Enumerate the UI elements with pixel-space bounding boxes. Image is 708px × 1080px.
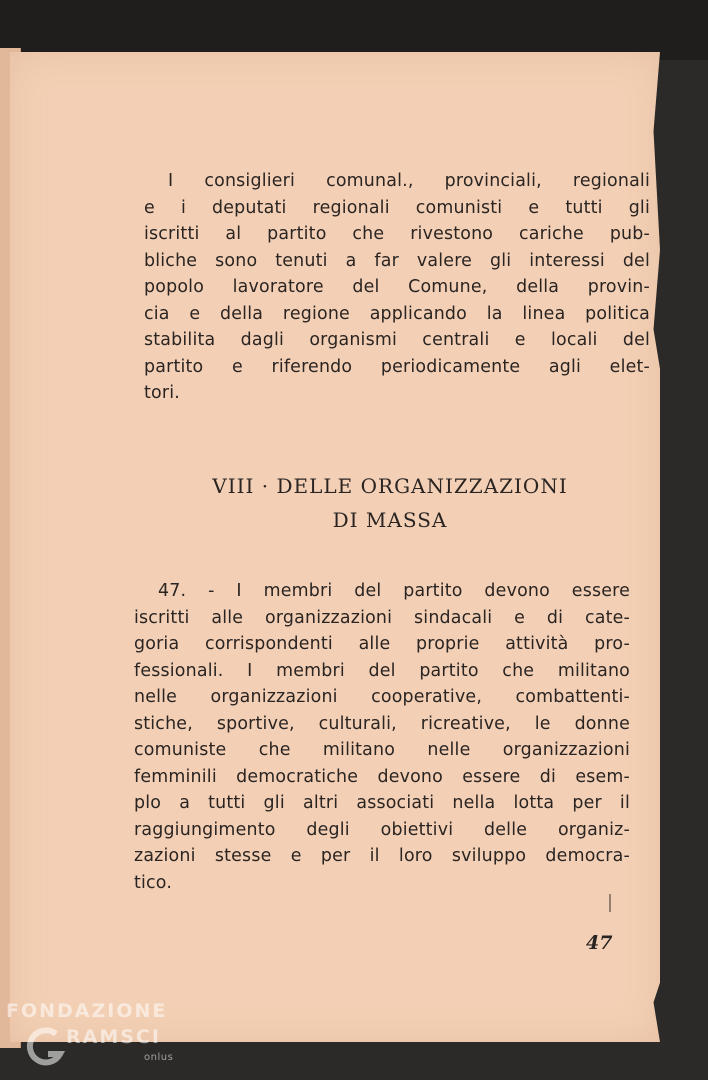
text-line: partito e riferendo periodicamente agli elet-	[144, 356, 650, 377]
text-line: fessionali. I membri del partito che militano	[134, 660, 630, 681]
text-line: popolo lavoratore del Comune, della provin-	[144, 277, 650, 297]
text-line: e i deputati regionali comunisti e tutti gli	[144, 197, 650, 218]
text-line: zazioni stesse e per il loro sviluppo democra-	[134, 846, 630, 866]
text-line: plo a tutti gli altri associati nella lotta per il	[134, 793, 630, 813]
text-line: stabilita dagli organismi centrali e locali del	[144, 330, 650, 350]
text-line: 47. - I membri del partito devono essere	[158, 581, 630, 601]
text-line: tori.	[144, 383, 180, 403]
watermark-line-1: FONDAZIONE	[6, 1000, 168, 1022]
text-line: I consiglieri comunal., provinciali, regionali	[168, 171, 650, 191]
section-heading: VIII · DELLE ORGANIZZAZIONI	[212, 474, 568, 498]
text-line: tico.	[134, 872, 173, 893]
watermark	[6, 1000, 174, 1063]
text-line: iscritti alle organizzazioni sindacali e di cate-	[134, 607, 630, 628]
watermark-line-2: RAMSCI	[66, 1026, 161, 1048]
watermark-line-3: onlus	[144, 1052, 174, 1063]
page-number: 47	[586, 932, 613, 954]
text-line: comuniste che militano nelle organizzazioni	[134, 740, 630, 760]
text-line: goria corrispondenti alle proprie attività pro-	[134, 634, 630, 654]
text-line: raggiungimento degli obiettivi delle organiz-	[134, 819, 630, 840]
text-line: stiche, sportive, culturali, ricreative, le donne	[134, 713, 630, 734]
text-line: femminili democratiche devono essere di esem-	[134, 766, 630, 787]
text-line: cia e della regione applicando la linea politica	[144, 303, 650, 324]
paragraph-1	[144, 168, 650, 407]
paragraph-2	[134, 578, 630, 896]
text-line: nelle organizzazioni cooperative, combattenti-	[134, 687, 630, 707]
scan-background	[0, 0, 708, 60]
text-line: iscritti al partito che rivestono cariche pub-	[144, 224, 650, 244]
section-heading-subtitle: DI MASSA	[332, 508, 448, 532]
watermark-logo-icon	[26, 1026, 66, 1072]
ink-mark	[609, 894, 611, 912]
text-line: bliche sono tenuti a far valere gli interessi del	[144, 250, 650, 271]
